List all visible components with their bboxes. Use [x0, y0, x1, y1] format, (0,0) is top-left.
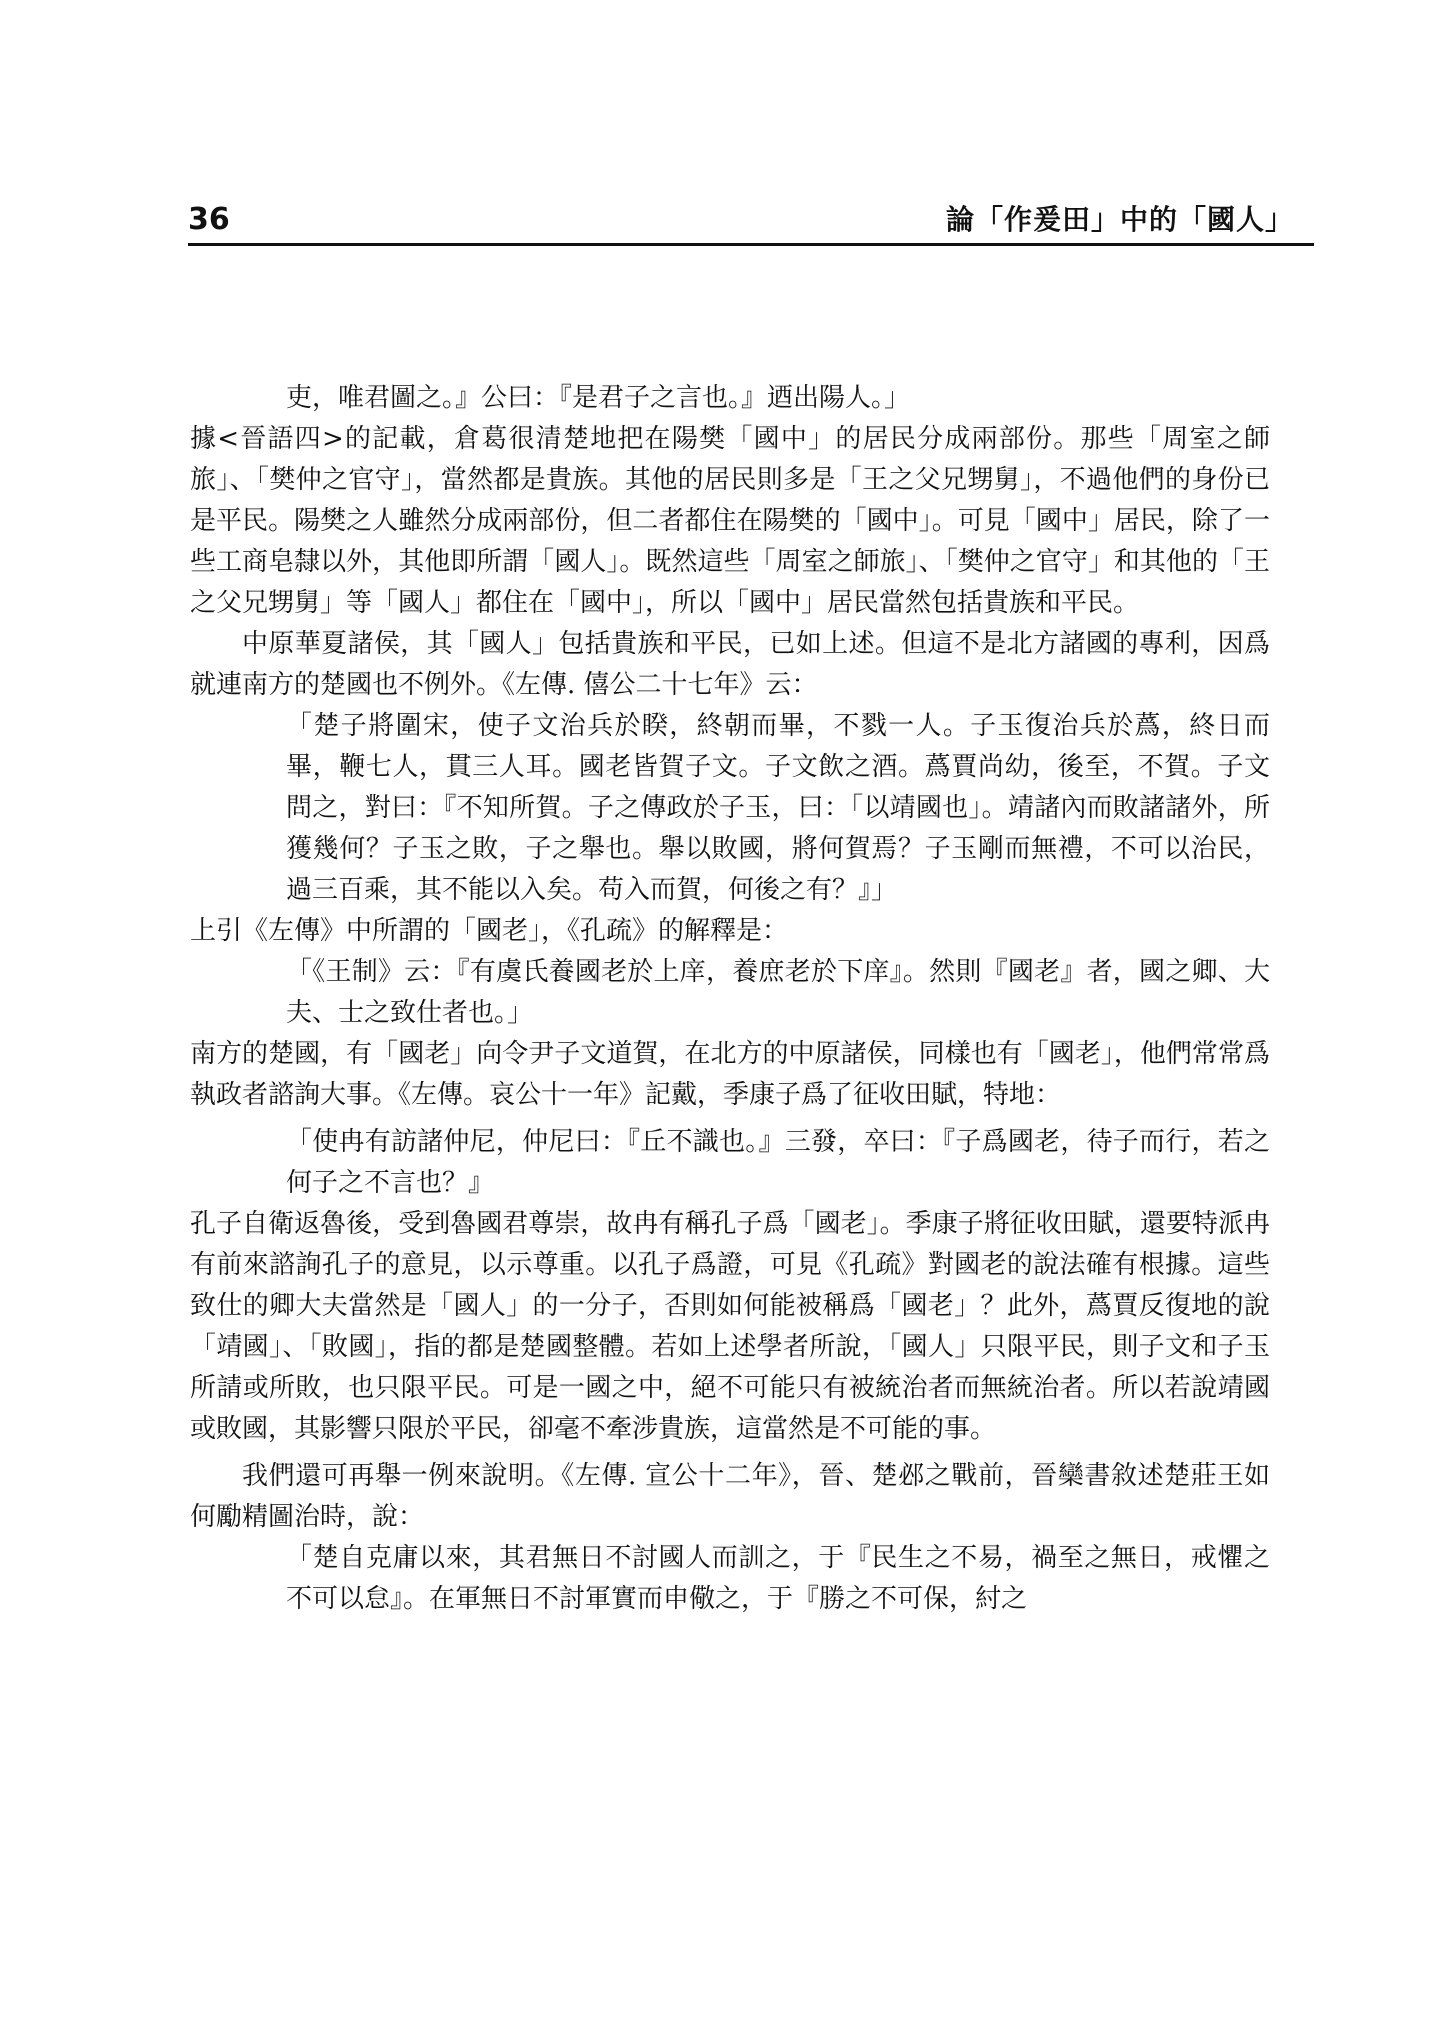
- block-quote: 「《王制》云：『有虞氏養國老於上庠，養庶老於下庠』。然則『國老』者，國之卿、大夫、士之致仕者也。」: [286, 957, 1270, 1028]
- page-body: [190, 378, 1270, 1620]
- quote-continuation: 吏，唯君圖之。』公曰：『是君子之言也。』迺出陽人。」: [286, 383, 911, 413]
- header-rule: [188, 243, 1314, 246]
- block-quote: 「使冉有訪諸仲尼，仲尼曰：『丘不識也。』三發，卒曰：『子爲國老，待子而行，若之何子之不言也？』: [286, 1127, 1270, 1198]
- running-title: 論「作爰田」中的「國人」: [945, 203, 1294, 236]
- body-paragraph: 南方的楚國，有「國老」向令尹子文道賀，在北方的中原諸侯，同樣也有「國老」，他們常常爲執政者諮詢大事。《左傳。哀公十一年》記戴，季康子爲了征收田賦，特地：: [190, 1039, 1270, 1110]
- body-paragraph: 中原華夏諸侯，其「國人」包括貴族和平民，已如上述。但這不是北方諸國的專利，因爲就連南方的楚國也不例外。《左傳. 僖公二十七年》云：: [190, 629, 1270, 700]
- block-quote: 「楚自克庸以來，其君無日不討國人而訓之，于『民生之不易，禍至之無日，戒懼之不可以怠』。在軍無日不討軍實而申儆之，于『勝之不可保，紂之: [286, 1543, 1270, 1614]
- body-paragraph: 我們還可再舉一例來說明。《左傳. 宣公十二年》，晉、楚邲之戰前，晉欒書敘述楚莊王如何勵精圖治時，說：: [190, 1461, 1270, 1532]
- body-paragraph: 上引《左傳》中所謂的「國老」，《孔疏》的解釋是：: [190, 916, 789, 946]
- body-paragraph: 孔子自衛返魯後，受到魯國君尊崇，故冉有稱孔子爲「國老」。季康子將征收田賦，還要特派冉有前來諮詢孔子的意見，以示尊重。以孔子爲證，可見《孔疏》對國老的說法確有根據。這些致仕的卿大夫當然是「國人」的一分子，否則如何能被稱爲「國老」？此外，蔿賈反復地的說「靖國」、「敗國」，指的都是楚國整體。若如上述學者所說，「國人」只限平民，則子文和子玉所請或所敗，也只限平民。可是一國之中，絕不可能只有被統治者而無統治者。所以若說靖國或敗國，其影響只限於平民，卻毫不牽涉貴族，這當然是不可能的事。: [190, 1209, 1270, 1444]
- body-paragraph: 據<晉語四>的記載，倉葛很清楚地把在陽樊「國中」的居民分成兩部份。那些「周室之師旅」、「樊仲之官守」，當然都是貴族。其他的居民則多是「王之父兄甥舅」，不過他們的身份已是平民。陽樊之人雖然分成兩部份，但二者都住在陽樊的「國中」。可見「國中」居民，除了一些工商皂隸以外，其他即所謂「國人」。既然這些「周室之師旅」、「樊仲之官守」和其他的「王之父兄甥舅」等「國人」都住在「國中」，所以「國中」居民當然包括貴族和平民。: [190, 424, 1270, 618]
- page-header: [188, 200, 1314, 244]
- block-quote: 「楚子將圍宋，使子文治兵於睽，終朝而畢，不戮一人。子玉復治兵於蔿，終日而畢，鞭七人，貫三人耳。國老皆賀子文。子文飲之酒。蔿賈尚幼，後至，不賀。子文問之，對曰：『不知所賀。子之傳政於子玉，曰：「以靖國也」。靖諸內而敗諸諸外，所獲幾何？子玉之敗，子之舉也。舉以敗國，將何賀焉？子玉剛而無禮，不可以治民，過三百乘，其不能以入矣。苟入而賀，何後之有？』」: [286, 711, 1270, 905]
- page-number: 36: [188, 202, 230, 237]
